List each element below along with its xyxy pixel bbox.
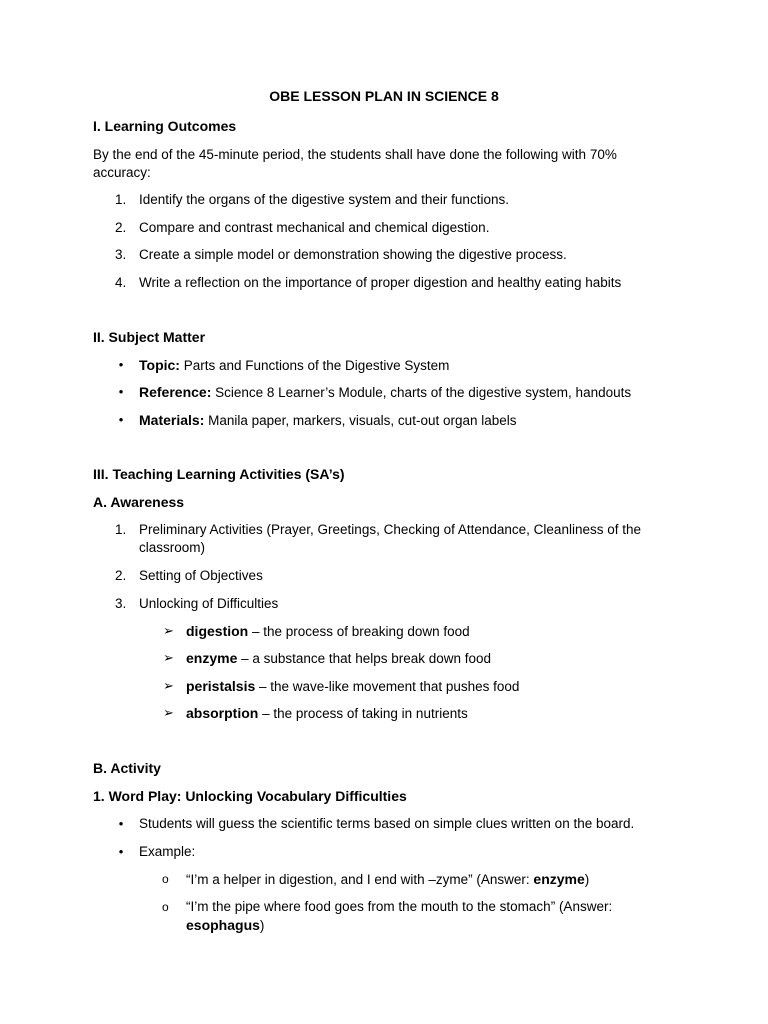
subject-item-reference xyxy=(139,383,679,402)
arrow-bullet-icon: ➢ xyxy=(163,623,174,638)
subject-item-label: Materials: xyxy=(139,412,205,428)
document-title: OBE LESSON PLAN IN SCIENCE 8 xyxy=(269,88,499,104)
arrow-bullet-icon: ➢ xyxy=(163,705,174,720)
activity-title: 1. Word Play: Unlocking Vocabulary Difficulties xyxy=(93,788,407,804)
outcome-text: Write a reflection on the importance of proper digestion and healthy eating habits xyxy=(139,275,622,290)
clue-answer: enzyme xyxy=(533,871,585,887)
term-word: peristalsis xyxy=(186,678,256,694)
activity-bullet: Example: xyxy=(139,844,196,859)
subsection-heading-awareness: A. Awareness xyxy=(93,494,185,510)
outcome-text: Identify the organs of the digestive system and their functions. xyxy=(139,192,509,207)
outcome-number: 1. xyxy=(115,192,127,207)
bullet-icon: • xyxy=(118,384,124,399)
learning-outcomes-intro: By the end of the 45-minute period, the students shall have done the following with 70% accuracy: xyxy=(93,147,617,180)
subject-item-label: Reference: xyxy=(139,384,212,400)
subject-item-text: Manila paper, markers, visuals, cut-out organ labels xyxy=(204,413,517,428)
outcome-text: Compare and contrast mechanical and chemical digestion. xyxy=(139,220,490,235)
term-definition: – the process of breaking down food xyxy=(248,624,470,639)
bullet-icon: • xyxy=(118,816,124,831)
clue-close: ) xyxy=(584,872,590,887)
subsection-heading-activity: B. Activity xyxy=(93,760,161,776)
step-text: Preliminary Activities (Prayer, Greetings, Checking of Attendance, Cleanliness of the classroom) xyxy=(139,522,641,555)
example-clue xyxy=(186,898,656,935)
subject-item-topic xyxy=(139,356,679,375)
clue-text: “I’m the pipe where food goes from the mouth to the stomach” (Answer: xyxy=(186,899,613,914)
term-definition: – the process of taking in nutrients xyxy=(258,706,468,721)
outcome-number: 4. xyxy=(115,275,127,290)
step-number: 2. xyxy=(115,568,127,583)
example-clue xyxy=(186,870,666,889)
clue-close: ) xyxy=(259,918,265,933)
step-text: Setting of Objectives xyxy=(139,568,263,583)
term-word: enzyme xyxy=(186,650,238,666)
section-heading-learning-outcomes: I. Learning Outcomes xyxy=(93,118,237,134)
bullet-icon: • xyxy=(118,357,124,372)
bullet-icon: • xyxy=(118,412,124,427)
term-definition: – a substance that helps break down food xyxy=(237,651,492,666)
outcome-text: Create a simple model or demonstration showing the digestive process. xyxy=(139,247,567,262)
vocabulary-term xyxy=(186,704,686,723)
step-text: Unlocking of Difficulties xyxy=(139,596,279,611)
arrow-bullet-icon: ➢ xyxy=(163,650,174,665)
clue-answer: esophagus xyxy=(186,917,260,933)
subject-item-label: Topic: xyxy=(139,357,180,373)
vocabulary-term xyxy=(186,649,686,668)
step-number: 1. xyxy=(115,522,127,537)
activity-bullet: Students will guess the scientific terms based on simple clues written on the board. xyxy=(139,816,635,831)
vocabulary-term xyxy=(186,622,686,641)
bullet-icon: • xyxy=(118,844,124,859)
subject-item-text: Parts and Functions of the Digestive System xyxy=(179,358,450,373)
outcome-number: 3. xyxy=(115,247,127,262)
section-heading-subject-matter: II. Subject Matter xyxy=(93,329,206,345)
term-word: digestion xyxy=(186,623,249,639)
term-definition: – the wave-like movement that pushes food xyxy=(255,679,520,694)
clue-text: “I’m a helper in digestion, and I end with –zyme” (Answer: xyxy=(186,872,534,887)
circle-bullet-icon: o xyxy=(162,900,169,914)
subject-item-text: Science 8 Learner’s Module, charts of the digestive system, handouts xyxy=(211,385,632,400)
arrow-bullet-icon: ➢ xyxy=(163,678,174,693)
subject-item-materials xyxy=(139,411,679,430)
vocabulary-term xyxy=(186,677,686,696)
outcome-number: 2. xyxy=(115,220,127,235)
circle-bullet-icon: o xyxy=(162,872,169,886)
section-heading-teaching-activities: III. Teaching Learning Activities (SA’s) xyxy=(93,466,345,482)
step-number: 3. xyxy=(115,596,127,611)
term-word: absorption xyxy=(186,705,259,721)
